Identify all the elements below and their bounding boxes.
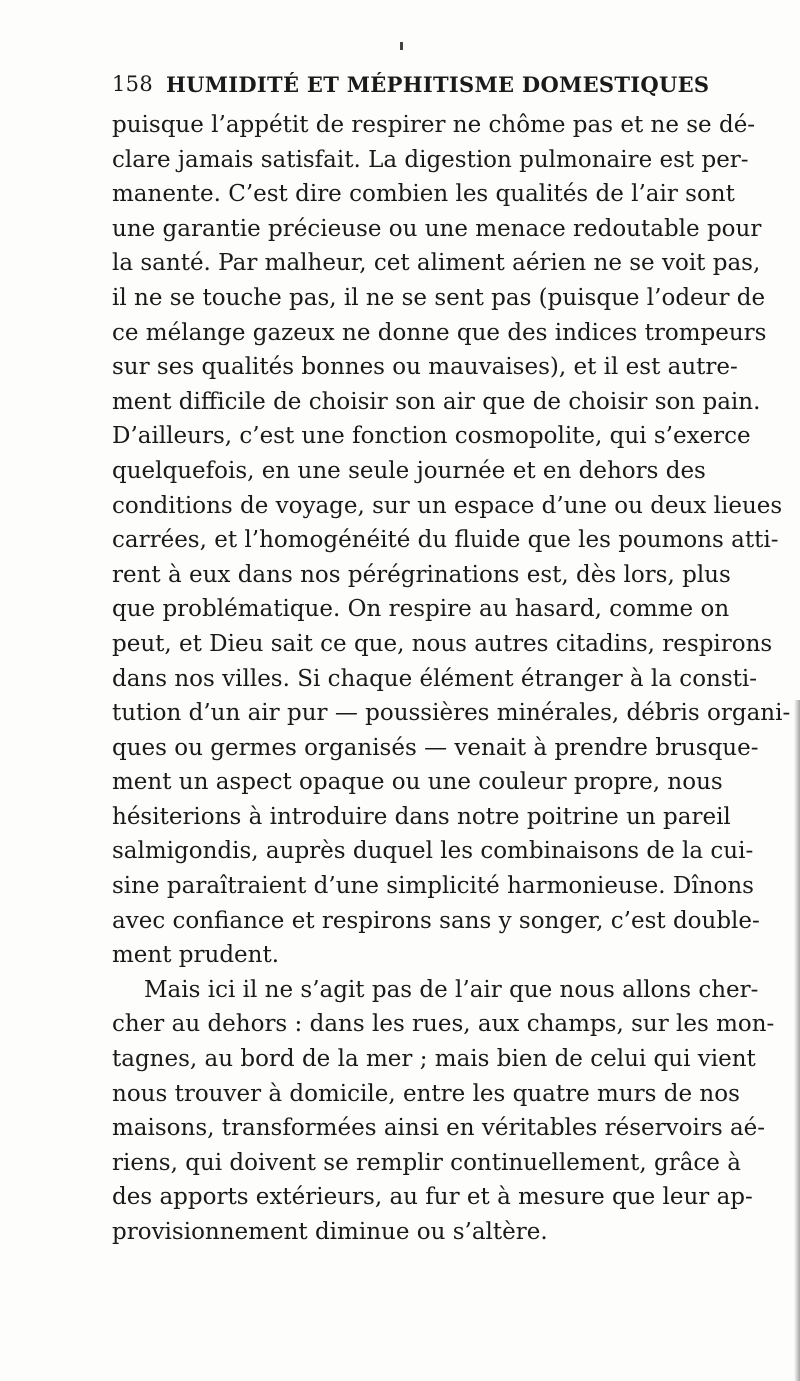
text-line: sur ses qualités bonnes ou mauvaises), et il est autre- [112, 354, 738, 381]
text-line: tution d’un air pur — poussières minérales, débris organi- [112, 700, 791, 727]
text-line: que problématique. On respire au hasard, comme on [112, 596, 730, 623]
text-line: conditions de voyage, sur un espace d’une ou deux lieues [112, 492, 783, 519]
text-line: salmigondis, auprès duquel les combinaisons de la cui- [112, 838, 754, 865]
text-line: carrées, et l’homogénéité du fluide que les poumons atti- [112, 527, 779, 554]
text-line: maisons, transformées ainsi en véritables réservoirs aé- [112, 1115, 766, 1142]
page-number: 158 [112, 72, 153, 96]
text-line: la santé. Par malheur, cet aliment aérien ne se voit pas, [112, 250, 761, 277]
text-line: puisque l’appétit de respirer ne chôme pas et ne se dé- [112, 112, 756, 138]
text-line: ce mélange gazeux ne donne que des indices trompeurs [112, 319, 767, 346]
text-line: manente. C’est dire combien les qualités de l’air sont [112, 181, 735, 208]
text-line: ques ou germes organisés — venait à prendre brusque- [112, 734, 759, 761]
text-line: dans nos villes. Si chaque élément étranger à la consti- [112, 665, 758, 692]
text-line: nous trouver à domicile, entre les quatre murs de nos [112, 1080, 740, 1107]
text-line: avec confiance et respirons sans y songer, c’est double- [112, 907, 760, 934]
paragraph-start-line: Mais ici il ne s’agit pas de l’air que nous allons cher- [144, 976, 759, 1003]
text-line: une garantie précieuse ou une menace redoutable pour [112, 215, 762, 242]
text-line: sine paraîtraient d’une simplicité harmonieuse. Dînons [112, 873, 754, 900]
text-line: clare jamais satisfait. La digestion pulmonaire est per- [112, 146, 749, 173]
paragraph-end-line: ment prudent. [112, 942, 280, 969]
running-title: HUMIDITÉ ET MÉPHITISME DOMESTIQUES [166, 72, 710, 97]
text-line: cher au dehors : dans les rues, aux champs, sur les mon- [112, 1011, 775, 1038]
text-line: riens, qui doivent se remplir continuellement, grâce à [112, 1149, 741, 1176]
text-line: rent à eux dans nos pérégrinations est, dès lors, plus [112, 561, 731, 588]
text-line: D’ailleurs, c’est une fonction cosmopolite, qui s’exerce [112, 423, 751, 450]
text-line: peut, et Dieu sait ce que, nous autres citadins, respirons [112, 630, 773, 657]
page-edge-shadow [794, 700, 800, 1381]
text-line: ment un aspect opaque ou une couleur propre, nous [112, 769, 723, 796]
body-text [112, 108, 791, 1250]
text-line: il ne se touche pas, il ne se sent pas (puisque l’odeur de [112, 284, 766, 311]
text-line: hésiterions à introduire dans notre poitrine un pareil [112, 803, 731, 830]
text-line: ment difficile de choisir son air que de choisir son pain. [112, 388, 761, 415]
text-line: tagnes, au bord de la mer ; mais bien de celui qui vient [112, 1046, 756, 1073]
text-line: quelquefois, en une seule journée et en dehors des [112, 457, 706, 484]
page-header [112, 72, 710, 102]
paragraph-end-line: provisionnement diminue ou s’altère. [112, 1219, 548, 1245]
ink-mark [400, 42, 403, 50]
text-line: des apports extérieurs, au fur et à mesure que leur ap- [112, 1184, 753, 1211]
